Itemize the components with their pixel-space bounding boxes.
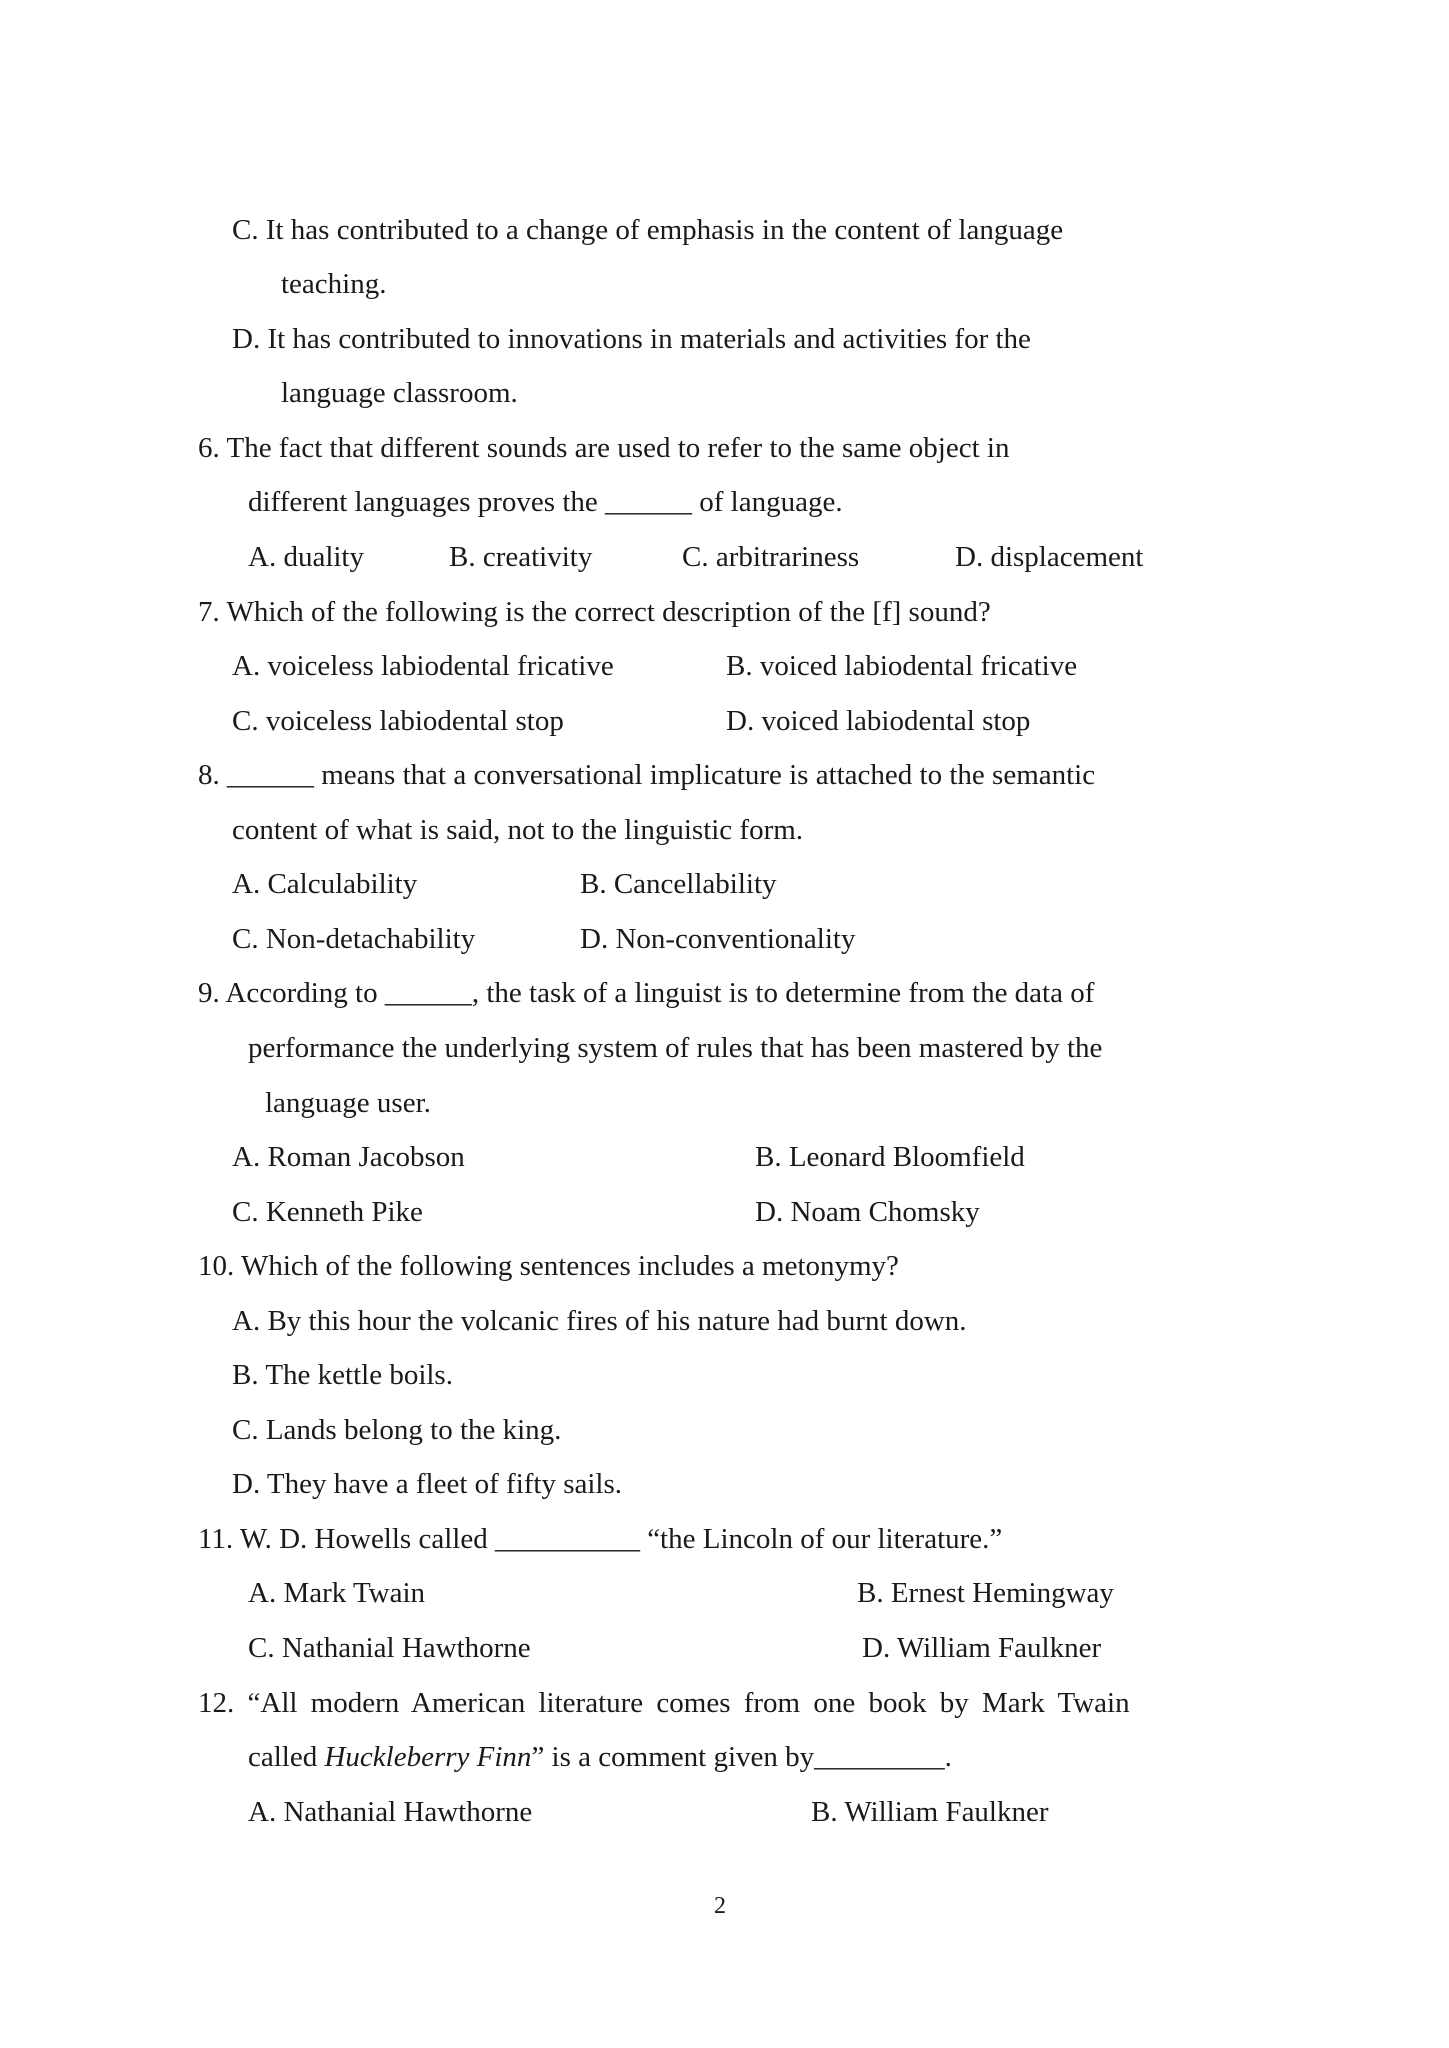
q10-option-a: A. By this hour the volcanic fires of his nature had burnt down. [232, 1305, 967, 1337]
q6-stem-line2: different languages proves the ______ of language. [248, 486, 843, 518]
q6-option-d: D. displacement [955, 541, 1144, 573]
q11-option-d: D. William Faulkner [862, 1632, 1102, 1664]
q9-option-c: C. Kenneth Pike [232, 1196, 423, 1228]
q11-option-c: C. Nathanial Hawthorne [248, 1632, 531, 1664]
q10-option-d: D. They have a fleet of fifty sails. [232, 1468, 623, 1500]
q12-stem-line2-pre: called [248, 1741, 325, 1773]
q11-stem: 11. W. D. Howells called __________ “the Lincoln of our literature.” [198, 1523, 1003, 1555]
q9-option-d: D. Noam Chomsky [755, 1196, 980, 1228]
q9-option-a: A. Roman Jacobson [232, 1141, 465, 1173]
q8-stem-line2: content of what is said, not to the linguistic form. [232, 814, 804, 846]
q7-stem: 7. Which of the following is the correct description of the [f] sound? [198, 596, 991, 628]
q6-option-b: B. creativity [449, 541, 593, 573]
q6-option-a: A. duality [248, 541, 364, 573]
q8-option-b: B. Cancellability [580, 868, 777, 900]
q10-option-b: B. The kettle boils. [232, 1359, 453, 1391]
q5-option-c-line1: C. It has contributed to a change of emphasis in the content of language [232, 214, 1064, 246]
q12-option-a: A. Nathanial Hawthorne [248, 1796, 533, 1828]
q11-option-b: B. Ernest Hemingway [857, 1577, 1114, 1609]
q12-stem-line2-post: ” is a comment given by_________. [531, 1741, 952, 1773]
q9-stem-line2: performance the underlying system of rules that has been mastered by the [248, 1032, 1103, 1064]
q5-option-c-line2: teaching. [281, 268, 387, 300]
q12-stem-line2 [248, 1739, 952, 1775]
q12-book-title: Huckleberry Finn [324, 1741, 532, 1773]
q12-option-b: B. William Faulkner [811, 1796, 1049, 1828]
q8-option-c: C. Non-detachability [232, 923, 476, 955]
q7-option-c: C. voiceless labiodental stop [232, 705, 564, 737]
q5-option-d-line2: language classroom. [281, 377, 518, 409]
q7-option-b: B. voiced labiodental fricative [726, 650, 1078, 682]
q10-stem: 10. Which of the following sentences includes a metonymy? [198, 1250, 899, 1282]
q8-option-a: A. Calculability [232, 868, 418, 900]
q9-stem-line3: language user. [265, 1087, 431, 1119]
page-number: 2 [714, 1893, 726, 1919]
q9-stem-line1: 9. According to ______, the task of a linguist is to determine from the data of [198, 977, 1095, 1009]
q5-option-d-line1: D. It has contributed to innovations in materials and activities for the [232, 323, 1031, 355]
q8-option-d: D. Non-conventionality [580, 923, 856, 955]
q8-stem-line1: 8. ______ means that a conversational implicature is attached to the semantic [198, 759, 1096, 791]
q11-option-a: A. Mark Twain [248, 1577, 426, 1609]
q6-stem-line1: 6. The fact that different sounds are used to refer to the same object in [198, 432, 1010, 464]
q10-option-c: C. Lands belong to the king. [232, 1414, 562, 1446]
q6-option-c: C. arbitrariness [682, 541, 860, 573]
q7-option-a: A. voiceless labiodental fricative [232, 650, 614, 682]
q12-stem-line1: 12. “All modern American literature comes from one book by Mark Twain [198, 1687, 1130, 1719]
q9-option-b: B. Leonard Bloomfield [755, 1141, 1025, 1173]
q7-option-d: D. voiced labiodental stop [726, 705, 1031, 737]
